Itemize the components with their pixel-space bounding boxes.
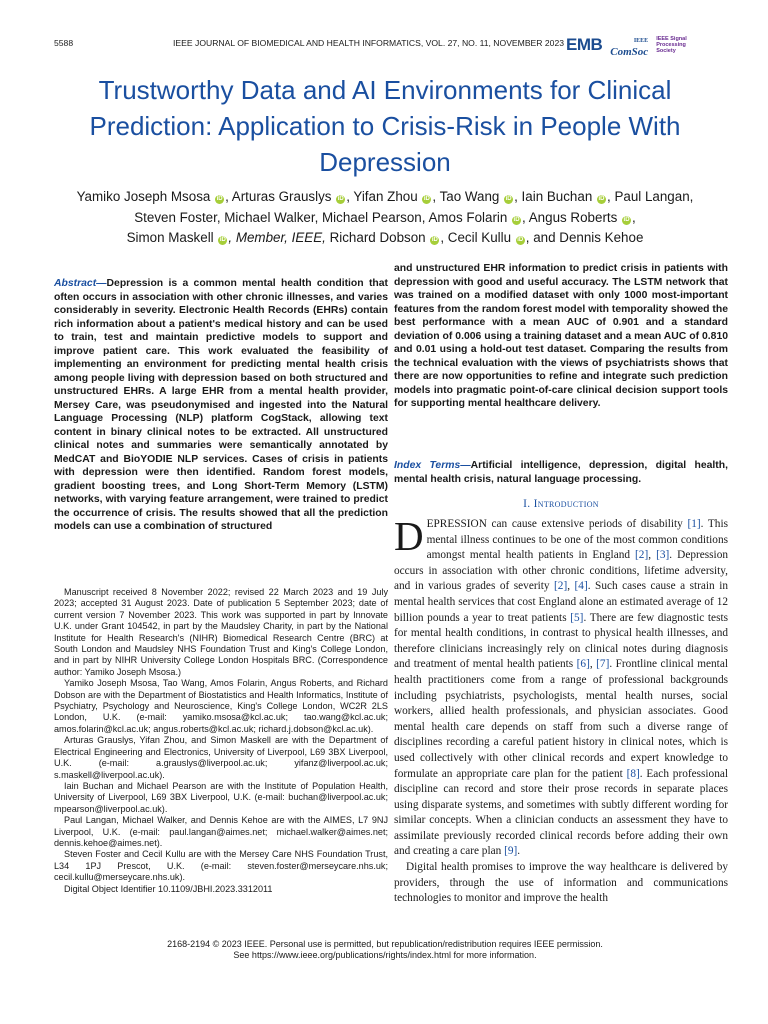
footnote-doi: Digital Object Identifier 10.1109/JBHI.2023.3312011 [64,883,273,894]
intro-paragraph-2: Digital health promises to improve the way healthcare is delivered by providers, through the use of information and communications technologies to monitor and improve the health [394,861,728,905]
orcid-icon[interactable]: iD [337,196,344,202]
author-list [40,187,730,249]
footnote-affiliation: Yamiko Joseph Msosa, Tao Wang, Amos Folarin, Angus Roberts, and Richard Dobson are with the Department of Biostatistics and Health Informatics, Institute of Psychiatry, Psychology and Neuroscience, King's College London, WC2R 2LS London, U.K. (e-mail: yamiko.msosa@kcl.ac.uk; tao.wang@kcl.ac.uk; amos.folarin@kcl.ac.uk; angus.roberts@kcl.ac.uk; richard.j.dobson@kcl.ac.uk). [54,678,388,734]
citation-link[interactable]: [4] [574,580,588,593]
running-header [54,38,564,48]
footnote-manuscript: Manuscript received 8 November 2022; revised 22 March 2023 and 19 July 2023; accepted 31 August 2023. Date of publication 5 September 2023; date of current version 7 November 2023. This work was supported in part by Innovate U.K. under Grant 104542, in part by the Maudsley Charity, in part by the National Institute for Health Research's (NIHR) Biomedical Research Centre (BRC) at South London and Maudsley NHS Foundation Trust and King's College London, and in part by NIHR University College London Hospitals BRC. (Correspondence author: Yamiko Joseph Msosa.) [54,587,388,677]
authors-line-1: Yamiko Joseph Msosa iD , Arturas Grauslys iD , Yifan Zhou iD , Tao Wang iD , Iain Buchan iD , Paul Langan, [76,189,694,204]
citation-link[interactable]: [2] [635,549,649,562]
comsoc-logo: IEEE ComSoc [610,38,649,58]
authors-line-2: Steven Foster, Michael Walker, Michael Pearson, Amos Folarin iD , Angus Roberts iD , [134,209,636,225]
orcid-icon[interactable]: iD [598,196,605,202]
rights-link-line: See https://www.ieee.org/publications/rights/index.html for more information. [233,950,537,960]
orcid-icon[interactable]: iD [513,216,520,223]
intro-body: DEPRESSION can cause extensive periods of disability [1]. This mental illness continues to be one of the most common conditions amongst mental health patients in England [2], [3]. Depression occurs in association with other chronic conditions, lifetime adversity, and in various grades of severity [2], [4]. Such cases cause a strain in mental health services that cost England alone an estimated average of 12 billion pounds a year to treat patients [5]. There are few diagnostic tests for mental health conditions, in contrast to physical health illnesses, and therefore clinicians increasingly rely on clinical notes during diagnosis and treatment of mental health patients [6], [7]. Frontline clinical mental health practitioners come from a range of professional backgrounds including psychiatrists, psychologists, mental health nurses, social workers, allied health professionals, and physician associates. Good mental health care depends on staff from such a diverse range of disciplines recording a careful patient history in clinical notes, which is used collectively with other clinical records and expert knowledge to formulate an appropriate care plan for the patient [8]. Each professional discipline can record and store their prose records in separate places using disparate systems, and sometimes with subtly different wording for similar concepts. When a clinician conducts an assessment they have to assimilate previously recorded clinical records before adding their own and creating a care plan [9]. Digital health promises to improve the way healthcare is delivered by providers, through the use of information and communications technologies to monitor and improve the health [394,517,728,907]
orcid-icon[interactable]: iD [423,196,430,202]
signal-processing-logo: IEEE Signal Processing Society [656,36,687,54]
abstract-col1 [54,277,388,534]
citation-link[interactable]: [5] [570,611,584,624]
paper-title: Trustworthy Data and AI Environments for Clinical Prediction: Application to Crisis-Risk in People With Depression [89,75,681,177]
citation-link[interactable]: [8] [626,767,640,780]
citation-link[interactable]: [1] [687,518,701,530]
index-terms [394,459,728,486]
citation-link[interactable]: [6] [576,658,590,671]
orcid-icon[interactable]: iD [431,237,438,244]
page-number: 5588 [54,38,74,48]
index-terms-label: Index Terms— [394,460,471,471]
orcid-icon[interactable]: iD [219,237,226,244]
footnote-affiliation: Paul Langan, Michael Walker, and Dennis Kehoe are with the AIMES, L7 9NJ Liverpool, U.K. (e-mail: paul.langan@aimes.net; michael.walker@aimes.net; dennis.kehoe@aimes.net). [54,815,388,848]
footnote-affiliation: Iain Buchan and Michael Pearson are with the Institute of Population Health, University of Liverpool, L69 3BX Liverpool, U.K. (e-mail: buchan@liverpool.ac.uk; mpearson@liverpool.ac.uk). [54,780,388,814]
index-terms-text: Artificial intelligence, depression, digital health, mental health crisis, natural language processing. [394,460,729,485]
copyright-line: 2168-2194 © 2023 IEEE. Personal use is permitted, but republication/redistribution requires IEEE permission. [167,939,603,949]
orcid-icon[interactable]: iD [517,237,524,244]
member-ieee: , Member, IEEE, [228,230,326,246]
orcid-icon[interactable]: iD [216,196,223,202]
footnote-affiliation: Steven Foster and Cecil Kullu are with the Mersey Care NHS Foundation Trust, L34 1PJ Prescot, U.K. (e-mail: steven.foster@merseycare.nhs.uk; cecil.kullu@merseycare.nhs.uk). [54,849,388,883]
citation-link[interactable]: [7] [596,658,610,671]
orcid-icon[interactable]: iD [623,216,630,223]
citation-link[interactable]: [2] [554,580,568,593]
footnote-affiliation: Arturas Grauslys, Yifan Zhou, and Simon Maskell are with the Department of Electrical Engineering and Electronics, University of Liverpool, L69 3BX Liverpool, U.K. (e-mail: a.grauslys@liverpool.ac.uk; yifanz@liverpool.ac.uk; s.maskell@liverpool.ac.uk). [54,735,388,780]
abstract-col2: and unstructured EHR information to predict crisis in patients with depression with good and useful accuracy. The LSTM network that was trained on a modified dataset with only 1000 most-important features from the random forest model with temporality showed the best performance with a mean AUC of 0.901 and a standard deviation of 0.006 using a training dataset and a mean AUC of 0.810 and 0.01 using a hold-out test dataset. Comparing the results from the technical evaluation with the views of psychiatrists shows that there are now opportunities to refine and integrate such prediction models into pragmatic point-of-care clinical decision support tools for supporting mental healthcare delivery. [394,263,728,409]
journal-name: IEEE JOURNAL OF BIOMEDICAL AND HEALTH INFORMATICS, VOL. 27, NO. 11, NOVEMBER 2023 [173,38,564,48]
authors-line-3: Simon Maskell iD , Member, IEEE, Richard Dobson iD , Cecil Kullu iD , and Dennis Kehoe [126,230,644,246]
copyright-footer [60,939,710,961]
emb-logo: EMB [566,35,603,54]
citation-link[interactable]: [9] [504,845,518,858]
abstract-label: Abstract— [54,278,107,289]
publisher-logos [566,36,696,58]
orcid-icon[interactable]: iD [505,196,512,202]
section-heading: I. Introduction [523,498,599,510]
footnotes [54,587,388,895]
drop-cap: D [394,513,424,559]
abstract-text-1: Depression is a common mental health condition that often occurs in association with other chronic illnesses, and varies considerably in severity. Electronic Health Records (EHRs) contain rich information about a patient's medical history and can be used to train, test and maintain predictive models to support and improve patient care. This work evaluated the feasibility of implementing an environment for predicting mental health crisis among people living with depression based on both structured and unstructured EHRs. A large EHR from a mental health provider, Mersey Care, was pseudonymised and ingested into the Natural Language Processing (NLP) platform CogStack, allowing text content in binary clinical notes to be extracted. All unstructured clinical notes and summaries were semantically annotated by MedCAT and BioYODIE NLP services. Cases of crisis in patients with depression were then identified. Random forest models, gradient boosting trees, and Long Short-Term Memory (LSTM) networks, with varying feature arrangement, were trained to predict the occurrence of crisis. The results showed that all the prediction models can use a combination of structured [54,278,388,532]
citation-link[interactable]: [3] [656,549,670,562]
